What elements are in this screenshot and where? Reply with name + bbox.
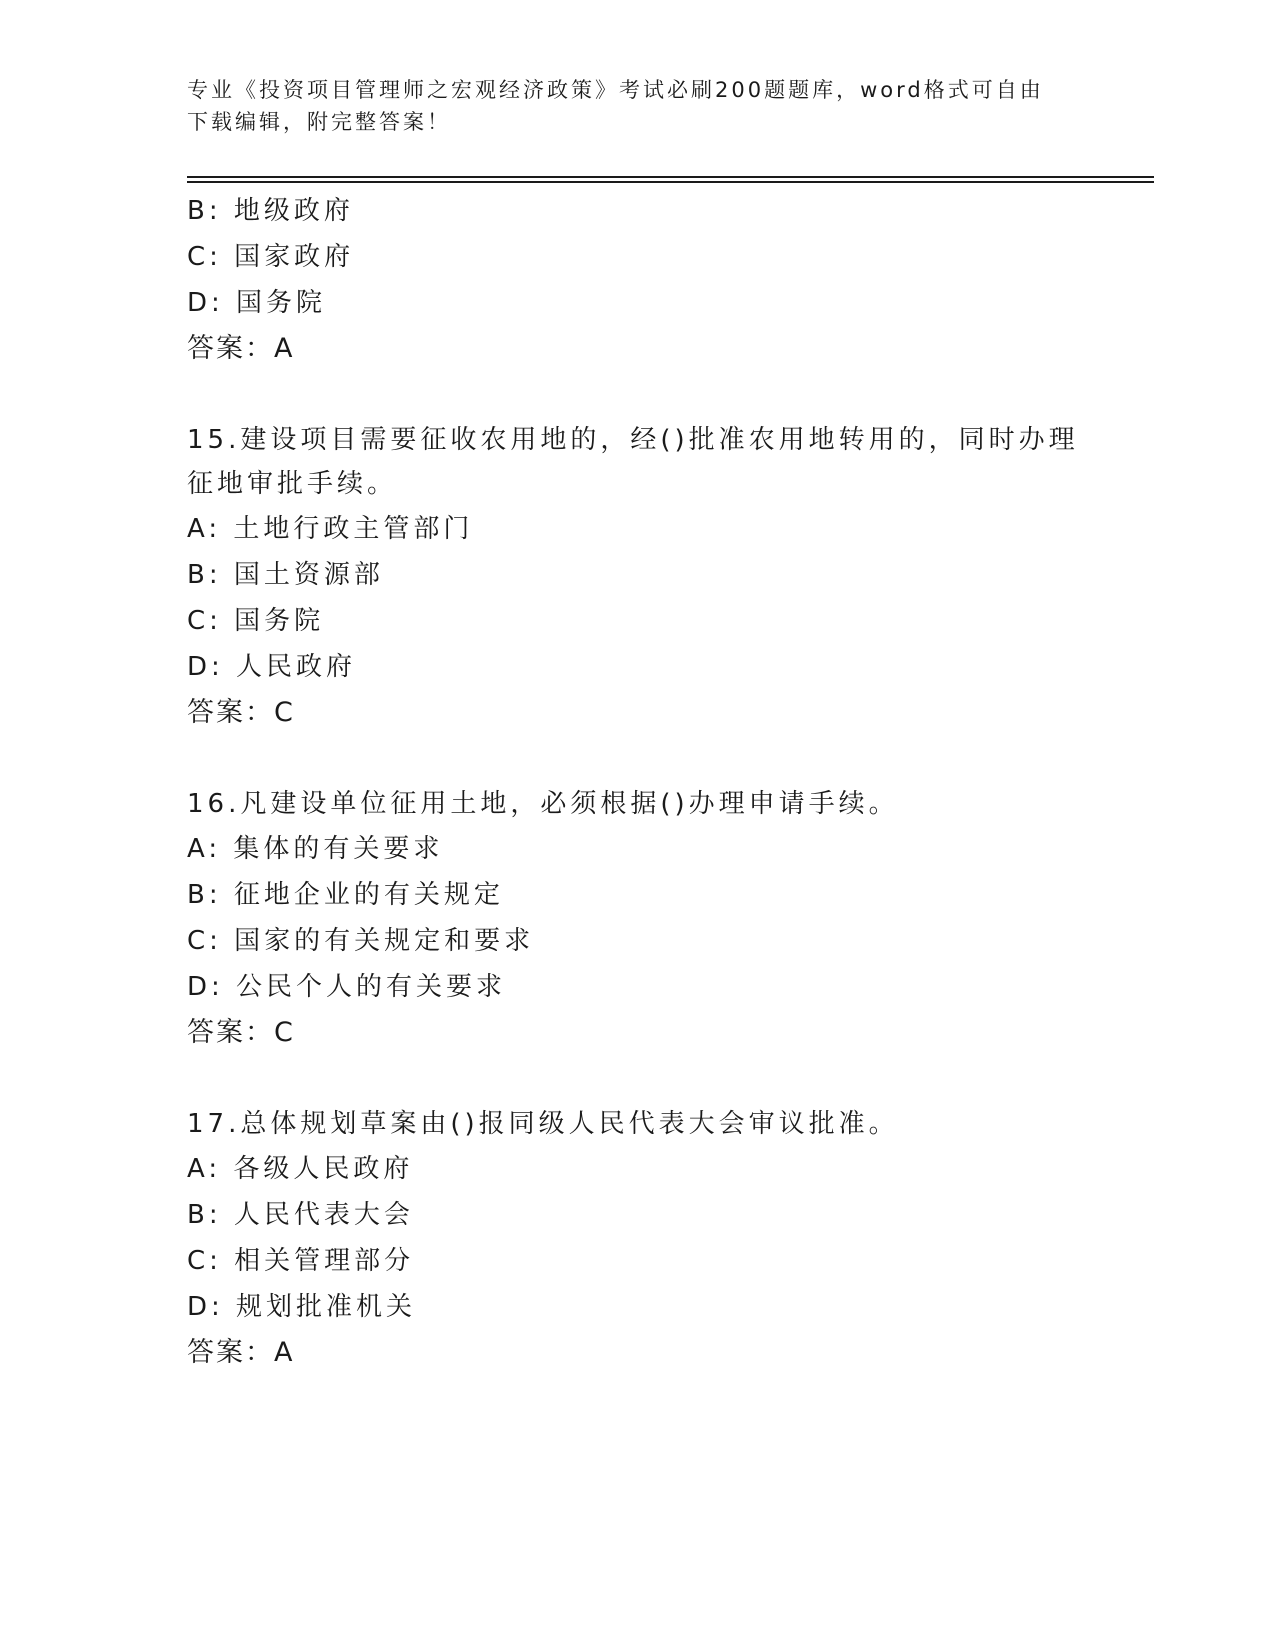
question-text: 16.凡建设单位征用土地，必须根据()办理申请手续。: [187, 789, 899, 819]
option-d: D: 人民政府: [187, 652, 357, 682]
option-d: D: 公民个人的有关要求: [187, 972, 507, 1002]
document-header: 专业《投资项目管理师之宏观经济政策》考试必刷200题题库，word格式可自由下载编辑，附完整答案！: [187, 78, 1044, 134]
option-c: C: 相关管理部分: [187, 1246, 415, 1276]
answer: 答案：A: [187, 1337, 295, 1368]
question-16: [187, 782, 1087, 1056]
question-15: [187, 418, 1087, 736]
option-c: C: 国家政府: [187, 242, 355, 272]
option-c: C: 国务院: [187, 606, 325, 636]
question-text: 17.总体规划草案由()报同级人民代表大会审议批准。: [187, 1109, 899, 1139]
option-b: B: 人民代表大会: [187, 1200, 414, 1230]
option-c: C: 国家的有关规定和要求: [187, 926, 535, 956]
option-b: B: 征地企业的有关规定: [187, 880, 504, 910]
spacer: [187, 372, 1087, 418]
option-b: B: 地级政府: [187, 196, 354, 226]
question-text: 15.建设项目需要征收农用地的，经()批准农用地转用的，同时办理征地审批手续。: [187, 425, 1079, 499]
question-14-continued: [187, 188, 1087, 372]
answer: 答案：C: [187, 697, 295, 728]
spacer: [187, 736, 1087, 782]
answer: 答案：C: [187, 1017, 295, 1048]
option-a: A: 集体的有关要求: [187, 834, 444, 864]
document-body: [187, 188, 1087, 1376]
option-b: B: 国土资源部: [187, 560, 384, 590]
option-d: D: 国务院: [187, 288, 327, 318]
option-a: A: 土地行政主管部门: [187, 514, 474, 544]
spacer: [187, 1056, 1087, 1102]
option-a: A: 各级人民政府: [187, 1154, 414, 1184]
header-divider-top: [187, 176, 1154, 178]
header-divider-bottom: [187, 181, 1154, 183]
answer: 答案：A: [187, 333, 295, 364]
question-17: [187, 1102, 1087, 1376]
option-d: D: 规划批准机关: [187, 1292, 417, 1322]
